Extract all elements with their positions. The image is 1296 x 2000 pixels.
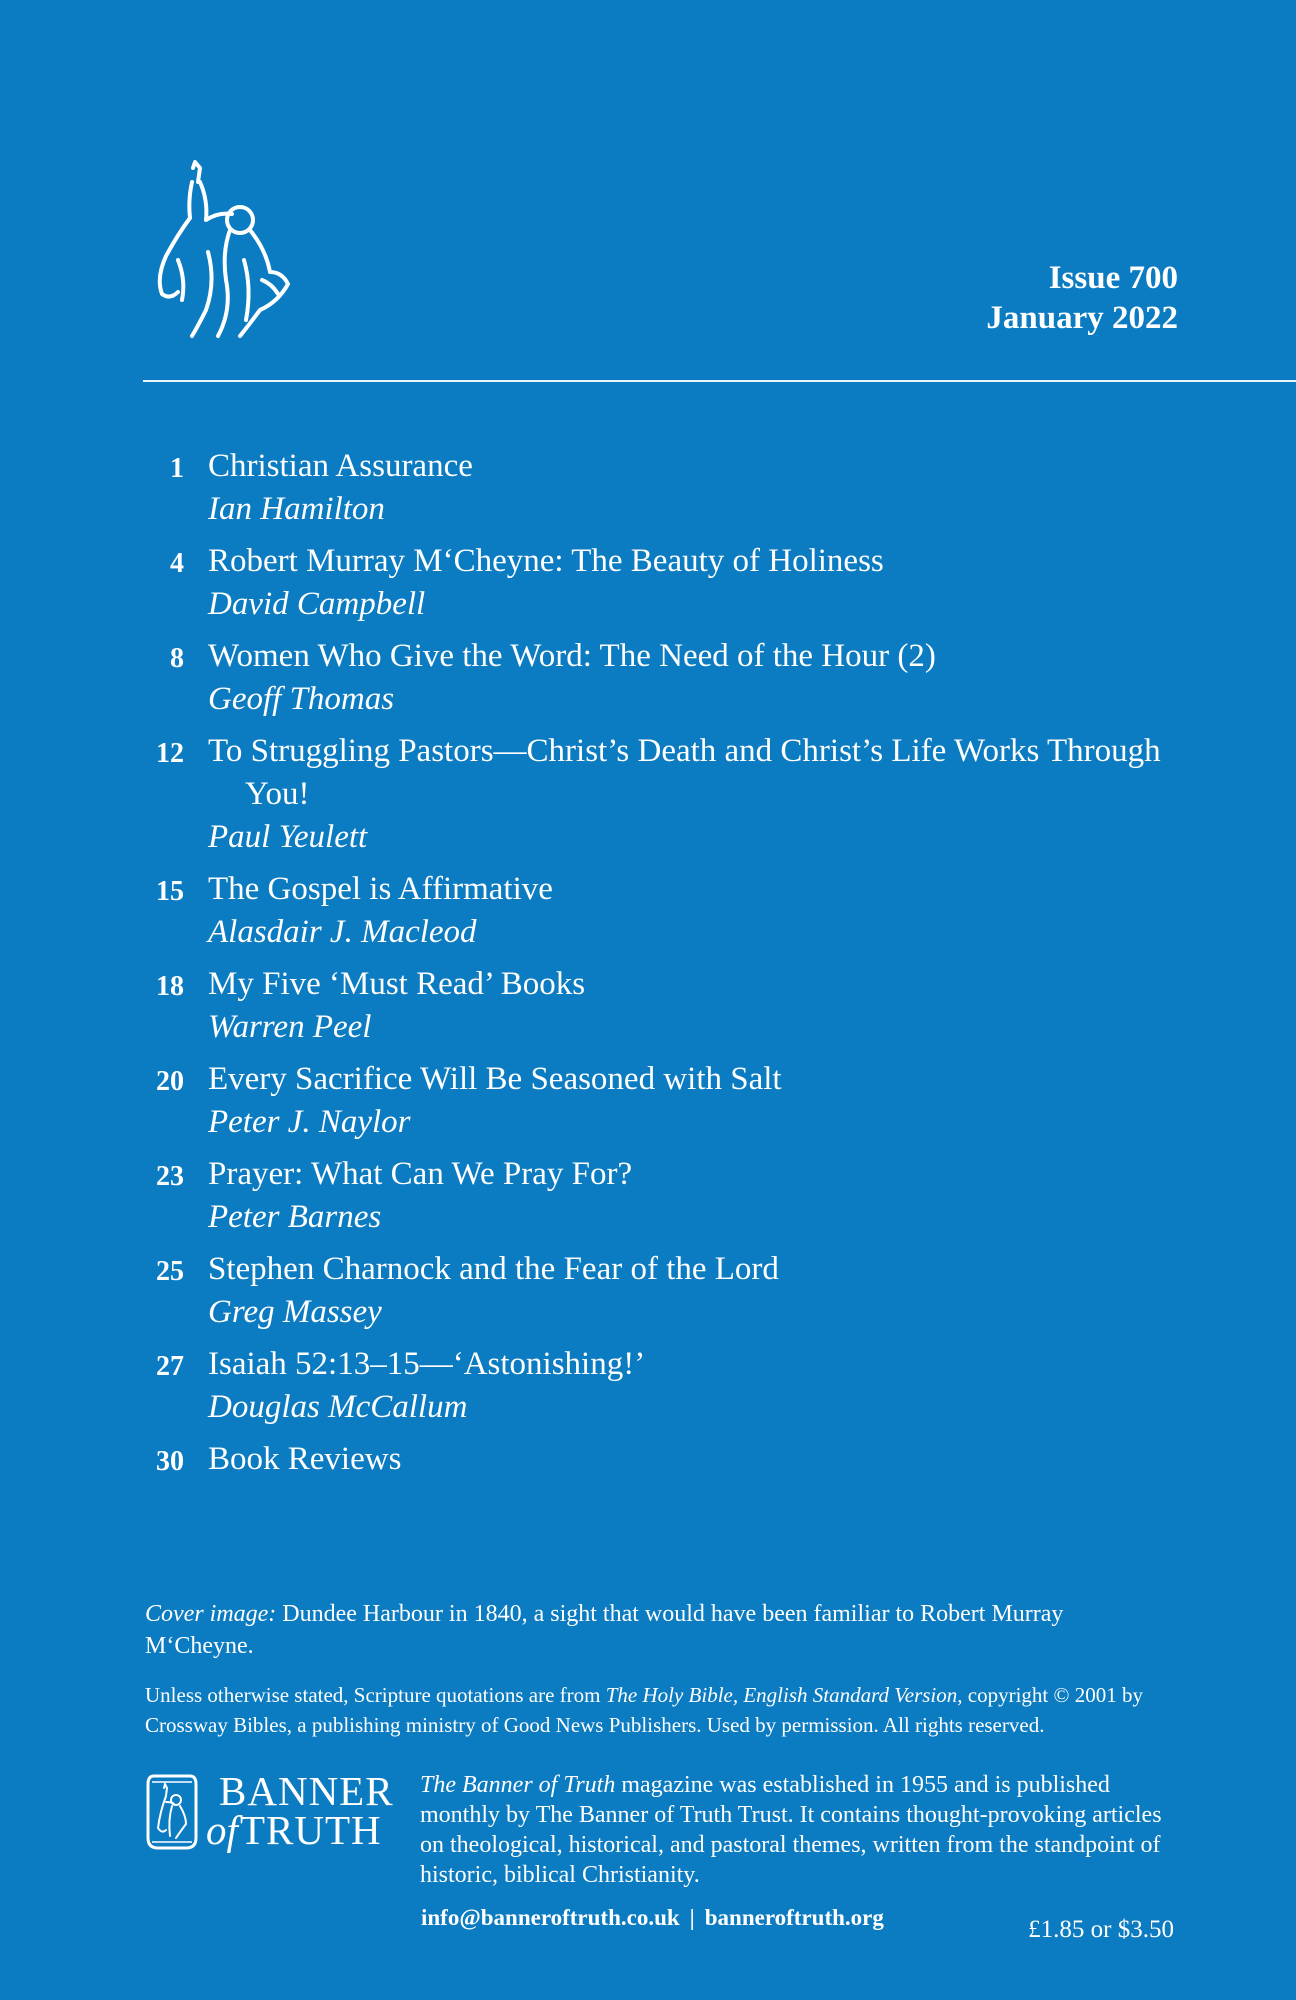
contact-line	[421, 1902, 884, 1934]
toc-author: Douglas McCallum	[208, 1389, 468, 1425]
toc-page-number: 1	[170, 453, 184, 484]
toc-author: Ian Hamilton	[208, 491, 385, 527]
toc-entry[interactable]	[140, 868, 1220, 954]
toc-title: Book Reviews	[208, 1441, 402, 1477]
magazine-title: The Banner of Truth	[420, 1772, 616, 1798]
toc-title: Prayer: What Can We Pray For?	[208, 1156, 633, 1192]
website-link[interactable]: banneroftruth.org	[704, 1905, 884, 1930]
toc-title: My Five ‘Must Read’ Books	[208, 966, 586, 1002]
toc-page-number: 20	[156, 1066, 184, 1097]
brand-of-text: of	[206, 1807, 238, 1853]
toc-page-number: 30	[156, 1446, 184, 1477]
toc-author: David Campbell	[208, 586, 426, 622]
toc-title: Christian Assurance	[208, 448, 473, 484]
toc-entry[interactable]	[140, 1058, 1220, 1144]
preacher-figure-icon	[148, 160, 300, 340]
toc-title: Robert Murray M‘Cheyne: The Beauty of Holiness	[208, 543, 884, 579]
toc-author: Paul Yeulett	[208, 819, 368, 855]
toc-page-number: 8	[170, 643, 184, 674]
toc-entry[interactable]	[140, 540, 1220, 626]
toc-author: Peter J. Naylor	[208, 1104, 411, 1140]
issue-info	[986, 258, 1178, 338]
toc-entry[interactable]	[140, 1343, 1220, 1429]
toc-title: The Gospel is Affirmative	[208, 871, 553, 907]
table-of-contents	[140, 445, 1220, 1490]
toc-title: Isaiah 52:13–15—‘Astonishing!’	[208, 1346, 646, 1382]
brand-truth-text: TRUTH	[240, 1807, 382, 1853]
banner-of-truth-logo[interactable]	[144, 1768, 404, 1854]
scripture-note-text: Unless otherwise stated, Scripture quotations are from	[145, 1683, 606, 1707]
toc-entry[interactable]	[140, 445, 1220, 531]
email-link[interactable]: info@banneroftruth.co.uk	[421, 1905, 680, 1930]
toc-entry[interactable]	[140, 635, 1220, 721]
contact-separator: |	[689, 1905, 695, 1930]
scripture-bible-title: The Holy Bible, English Standard Version,	[605, 1683, 963, 1707]
toc-entry[interactable]	[140, 1153, 1220, 1239]
preacher-emblem-icon	[144, 1772, 200, 1852]
issue-number: Issue 700	[1048, 260, 1178, 296]
magazine-description	[420, 1770, 1190, 1890]
toc-entry[interactable]	[140, 1248, 1220, 1334]
toc-entry[interactable]	[140, 730, 1220, 859]
toc-page-number: 12	[156, 738, 184, 769]
toc-title: Women Who Give the Word: The Need of the Hour (2)	[208, 638, 936, 674]
toc-page-number: 4	[170, 548, 184, 579]
toc-page-number: 15	[156, 876, 184, 907]
toc-title: Every Sacrifice Will Be Seasoned with Salt	[208, 1061, 782, 1097]
toc-page-number: 25	[156, 1256, 184, 1287]
scripture-note-copyright: copyright © 2001 by Crossway Bibles, a publishing ministry of Good News Publishers. Used by permission. All rights reserved.	[145, 1683, 1143, 1737]
toc-author: Peter Barnes	[208, 1199, 382, 1235]
cover-image-label: Cover image:	[145, 1601, 277, 1627]
toc-author: Warren Peel	[208, 1009, 372, 1045]
toc-author: Greg Massey	[208, 1294, 382, 1330]
toc-page-number: 27	[156, 1351, 184, 1382]
issue-date: January 2022	[986, 300, 1178, 336]
header-divider	[143, 380, 1296, 382]
toc-author: Geoff Thomas	[208, 681, 395, 717]
scripture-permission-note	[145, 1680, 1215, 1740]
toc-author: Alasdair J. Macleod	[208, 914, 477, 950]
brand-banner-text: BANNER	[219, 1768, 394, 1814]
toc-page-number: 18	[156, 971, 184, 1002]
toc-entry[interactable]	[140, 963, 1220, 1049]
cover-image-text: Dundee Harbour in 1840, a sight that would have been familiar to Robert Murray M‘Cheyne.	[145, 1601, 1064, 1659]
price-label: £1.85 or $3.50	[1028, 1916, 1174, 1943]
toc-title: To Struggling Pastors—Christ’s Death and Christ’s Life Works Through You!	[208, 733, 1161, 812]
magazine-description-text: magazine was established in 1955 and is published monthly by The Banner of Truth Trust. It contains thought-provoking articles on theological, historical, and pastoral themes, written from the standpoint of historic, biblical Christianity.	[420, 1772, 1162, 1888]
toc-entry[interactable]	[140, 1438, 1220, 1481]
toc-page-number: 23	[156, 1161, 184, 1192]
toc-title: Stephen Charnock and the Fear of the Lord	[208, 1251, 779, 1287]
cover-image-note	[145, 1598, 1165, 1662]
